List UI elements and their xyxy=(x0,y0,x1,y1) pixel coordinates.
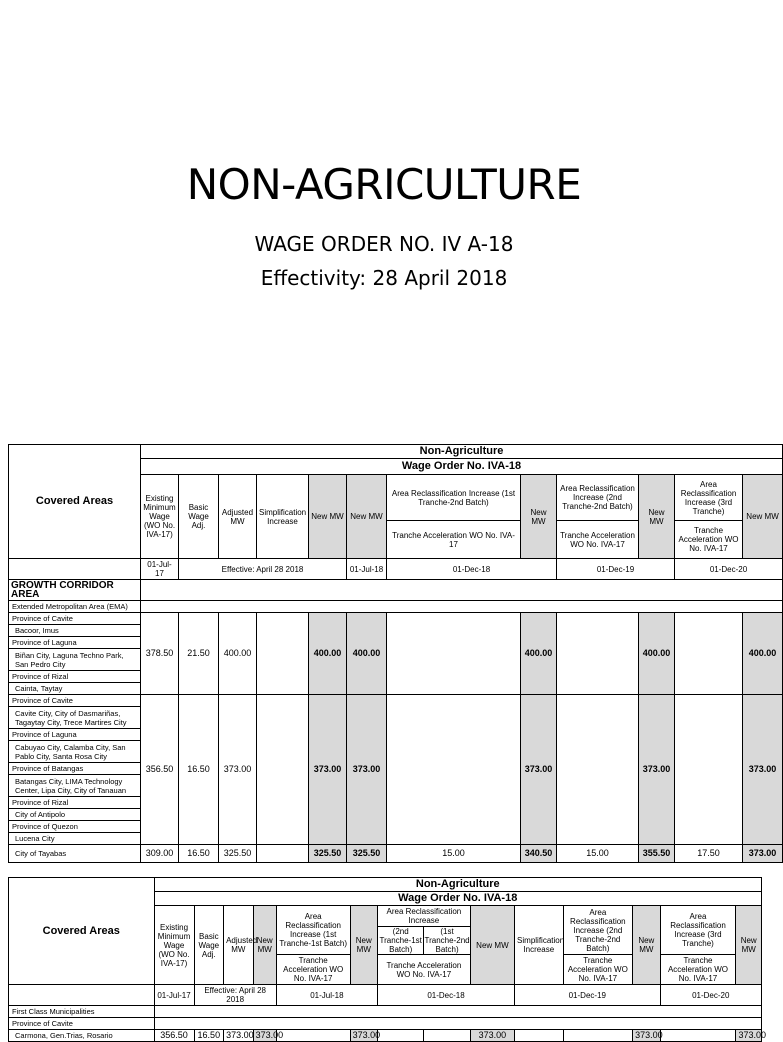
new-mw-cell: 400.00 xyxy=(347,613,387,695)
area-row: Bacoor, Imus xyxy=(9,625,141,637)
col-tranche-2-header: Tranche Acceleration WO No. IVA-17 xyxy=(377,955,470,985)
date-dec19: 01-Dec-19 xyxy=(557,559,675,580)
col-tranche-1-header: Tranche Acceleration WO No. IVA-17 xyxy=(276,955,350,985)
col-simplification-header: Simplification Increase xyxy=(257,475,309,559)
section-growth-corridor: GROWTH CORRIDOR AREA xyxy=(9,580,141,601)
adjusted-mw-cell: 373.00 xyxy=(224,1030,254,1042)
col-tranche-1-header: Tranche Acceleration WO No. IVA-17 xyxy=(387,521,521,559)
new-mw-cell: 373.00 xyxy=(350,1030,377,1042)
new-mw-cell: 373.00 xyxy=(347,695,387,845)
date-existing: 01-Jul-17 xyxy=(141,559,179,580)
province-row: Province of Rizal xyxy=(9,797,141,809)
col-new-mw-header: New MW xyxy=(309,475,347,559)
new-mw-cell: 373.00 xyxy=(743,695,783,845)
col-new-mw-header: New MW xyxy=(743,475,783,559)
new-mw-cell: 373.00 xyxy=(521,695,557,845)
area-row: Biñan City, Laguna Techno Park, San Pedro City xyxy=(9,649,141,671)
col-adjusted-header: Adjusted MW xyxy=(224,906,254,985)
new-mw-cell: 400.00 xyxy=(309,613,347,695)
col-new-mw-header: New MW xyxy=(253,906,276,985)
new-mw-cell: 355.50 xyxy=(639,845,675,863)
col-tranche-3-header: Tranche Acceleration WO No. IVA-17 xyxy=(675,521,743,559)
col-adjusted-header: Adjusted MW xyxy=(219,475,257,559)
col-basic-header: Basic Wage Adj. xyxy=(179,475,219,559)
covered-areas-header: Covered Areas xyxy=(9,878,155,985)
new-mw-cell: 325.50 xyxy=(309,845,347,863)
date-dec19: 01-Dec-19 xyxy=(515,985,660,1006)
wage-order-subtitle: WAGE ORDER NO. IV A-18 xyxy=(254,232,514,256)
basic-adj-cell: 21.50 xyxy=(179,613,219,695)
col-area-reclass-2-header xyxy=(377,906,470,955)
province-row: Province of Quezon xyxy=(9,821,141,833)
province-row: Province of Cavite xyxy=(9,613,141,625)
area-row: Cavite City, City of Dasmariñas, Tagaytay City, Trece Martires City xyxy=(9,707,141,729)
date-dec18: 01-Dec-18 xyxy=(387,559,557,580)
existing-wage-cell: 378.50 xyxy=(141,613,179,695)
col-new-mw-header: New MW xyxy=(521,475,557,559)
existing-wage-cell: 356.50 xyxy=(154,1030,194,1042)
basic-adj-cell: 16.50 xyxy=(194,1030,224,1042)
col-simplification-header: Simplification Increase xyxy=(515,906,564,985)
col-new-mw-header: New MW xyxy=(470,906,514,985)
col-area-reclass-4-header: Area Reclassification Increase (3rd Tranche) xyxy=(660,906,736,955)
province-row: Province of Cavite xyxy=(9,695,141,707)
province-row: Province of Rizal xyxy=(9,671,141,683)
adjusted-mw-cell: 325.50 xyxy=(219,845,257,863)
col-basic-header: Basic Wage Adj. xyxy=(194,906,224,985)
increase-cell: 17.50 xyxy=(675,845,743,863)
wage-table-growth-corridor xyxy=(8,444,783,863)
date-jul18: 01-Jul-18 xyxy=(347,559,387,580)
area-row: City of Antipolo xyxy=(9,809,141,821)
area-row: Carmona, Gen.Trias, Rosario xyxy=(9,1030,155,1042)
new-mw-cell: 373.00 xyxy=(470,1030,514,1042)
new-mw-cell: 373.00 xyxy=(736,1030,762,1042)
province-row: Province of Laguna xyxy=(9,729,141,741)
col-new-mw-header: New MW xyxy=(350,906,377,985)
date-effective: Effective: April 28 2018 xyxy=(194,985,276,1006)
col-area-reclass-2a: (2nd Tranche-1st Batch) xyxy=(378,927,424,954)
basic-adj-cell: 16.50 xyxy=(179,695,219,845)
new-mw-cell: 373.00 xyxy=(743,845,783,863)
col-area-reclass-1-header: Area Reclassification Increase (1st Tranche-2nd Batch) xyxy=(387,475,521,521)
new-mw-cell: 400.00 xyxy=(639,613,675,695)
increase-cell: 15.00 xyxy=(387,845,521,863)
new-mw-cell: 400.00 xyxy=(743,613,783,695)
province-row: Province of Batangas xyxy=(9,763,141,775)
covered-areas-header: Covered Areas xyxy=(9,445,141,559)
col-area-reclass-3-header: Area Reclassification Increase (2nd Tranche-2nd Batch) xyxy=(563,906,633,955)
wage-order-heading: Wage Order No. IVA-18 xyxy=(154,892,762,906)
new-mw-cell: 373.00 xyxy=(639,695,675,845)
col-tranche-4-header: Tranche Acceleration WO No. IVA-17 xyxy=(660,955,736,985)
date-jul18: 01-Jul-18 xyxy=(276,985,377,1006)
date-existing: 01-Jul-17 xyxy=(154,985,194,1006)
adjusted-mw-cell: 373.00 xyxy=(219,695,257,845)
area-row: Batangas City, LIMA Technology Center, Lipa City, City of Tanauan xyxy=(9,775,141,797)
area-row: Cabuyao City, Calamba City, San Pablo City, Santa Rosa City xyxy=(9,741,141,763)
col-area-reclass-1-header: Area Reclassification Increase (1st Tranche-1st Batch) xyxy=(276,906,350,955)
col-new-mw-header: New MW xyxy=(633,906,660,985)
col-new-mw-header: New MW xyxy=(639,475,675,559)
col-area-reclass-2-header: Area Reclassification Increase (2nd Tranche-2nd Batch) xyxy=(557,475,639,521)
wage-table-first-class xyxy=(8,877,766,1042)
area-row: City of Tayabas xyxy=(9,845,141,863)
col-area-reclass-3-header: Area Reclassification Increase (3rd Tranche) xyxy=(675,475,743,521)
wage-order-heading: Wage Order No. IVA-18 xyxy=(141,459,783,475)
ema-label: Extended Metropolitan Area (EMA) xyxy=(9,601,141,613)
col-existing-header: Existing Minimum Wage (WO No. IVA-17) xyxy=(154,906,194,985)
adjusted-mw-cell: 400.00 xyxy=(219,613,257,695)
effectivity-subtitle: Effectivity: 28 April 2018 xyxy=(260,266,508,290)
col-new-mw-header: New MW xyxy=(347,475,387,559)
new-mw-cell: 373.00 xyxy=(633,1030,660,1042)
existing-wage-cell: 356.50 xyxy=(141,695,179,845)
new-mw-cell: 373.00 xyxy=(309,695,347,845)
date-effective: Effective: April 28 2018 xyxy=(179,559,347,580)
col-existing-header: Existing Minimum Wage (WO No. IVA-17) xyxy=(141,475,179,559)
province-row: Province of Cavite xyxy=(9,1018,155,1030)
new-mw-cell: 340.50 xyxy=(521,845,557,863)
col-tranche-3-header: Tranche Acceleration WO No. IVA-17 xyxy=(563,955,633,985)
date-dec18: 01-Dec-18 xyxy=(377,985,514,1006)
basic-adj-cell: 16.50 xyxy=(179,845,219,863)
new-mw-cell: 400.00 xyxy=(521,613,557,695)
area-row: Lucena City xyxy=(9,833,141,845)
col-tranche-2-header: Tranche Acceleration WO No. IVA-17 xyxy=(557,521,639,559)
date-dec20: 01-Dec-20 xyxy=(675,559,783,580)
existing-wage-cell: 309.00 xyxy=(141,845,179,863)
new-mw-cell: 325.50 xyxy=(347,845,387,863)
increase-cell: 15.00 xyxy=(557,845,639,863)
col-area-reclass-2b: (1st Tranche-2nd Batch) xyxy=(424,927,470,954)
date-dec20: 01-Dec-20 xyxy=(660,985,761,1006)
table-heading: Non-Agriculture xyxy=(154,878,762,892)
table-heading: Non-Agriculture xyxy=(141,445,783,459)
first-class-label: First Class Municipalities xyxy=(9,1006,155,1018)
area-row: Cainta, Taytay xyxy=(9,683,141,695)
col-area-reclass-2-title: Area Reclassification Increase xyxy=(386,907,462,925)
new-mw-cell: 373.00 xyxy=(253,1030,276,1042)
page-title: NON-AGRICULTURE xyxy=(186,160,582,209)
province-row: Province of Laguna xyxy=(9,637,141,649)
col-new-mw-header: New MW xyxy=(736,906,762,985)
